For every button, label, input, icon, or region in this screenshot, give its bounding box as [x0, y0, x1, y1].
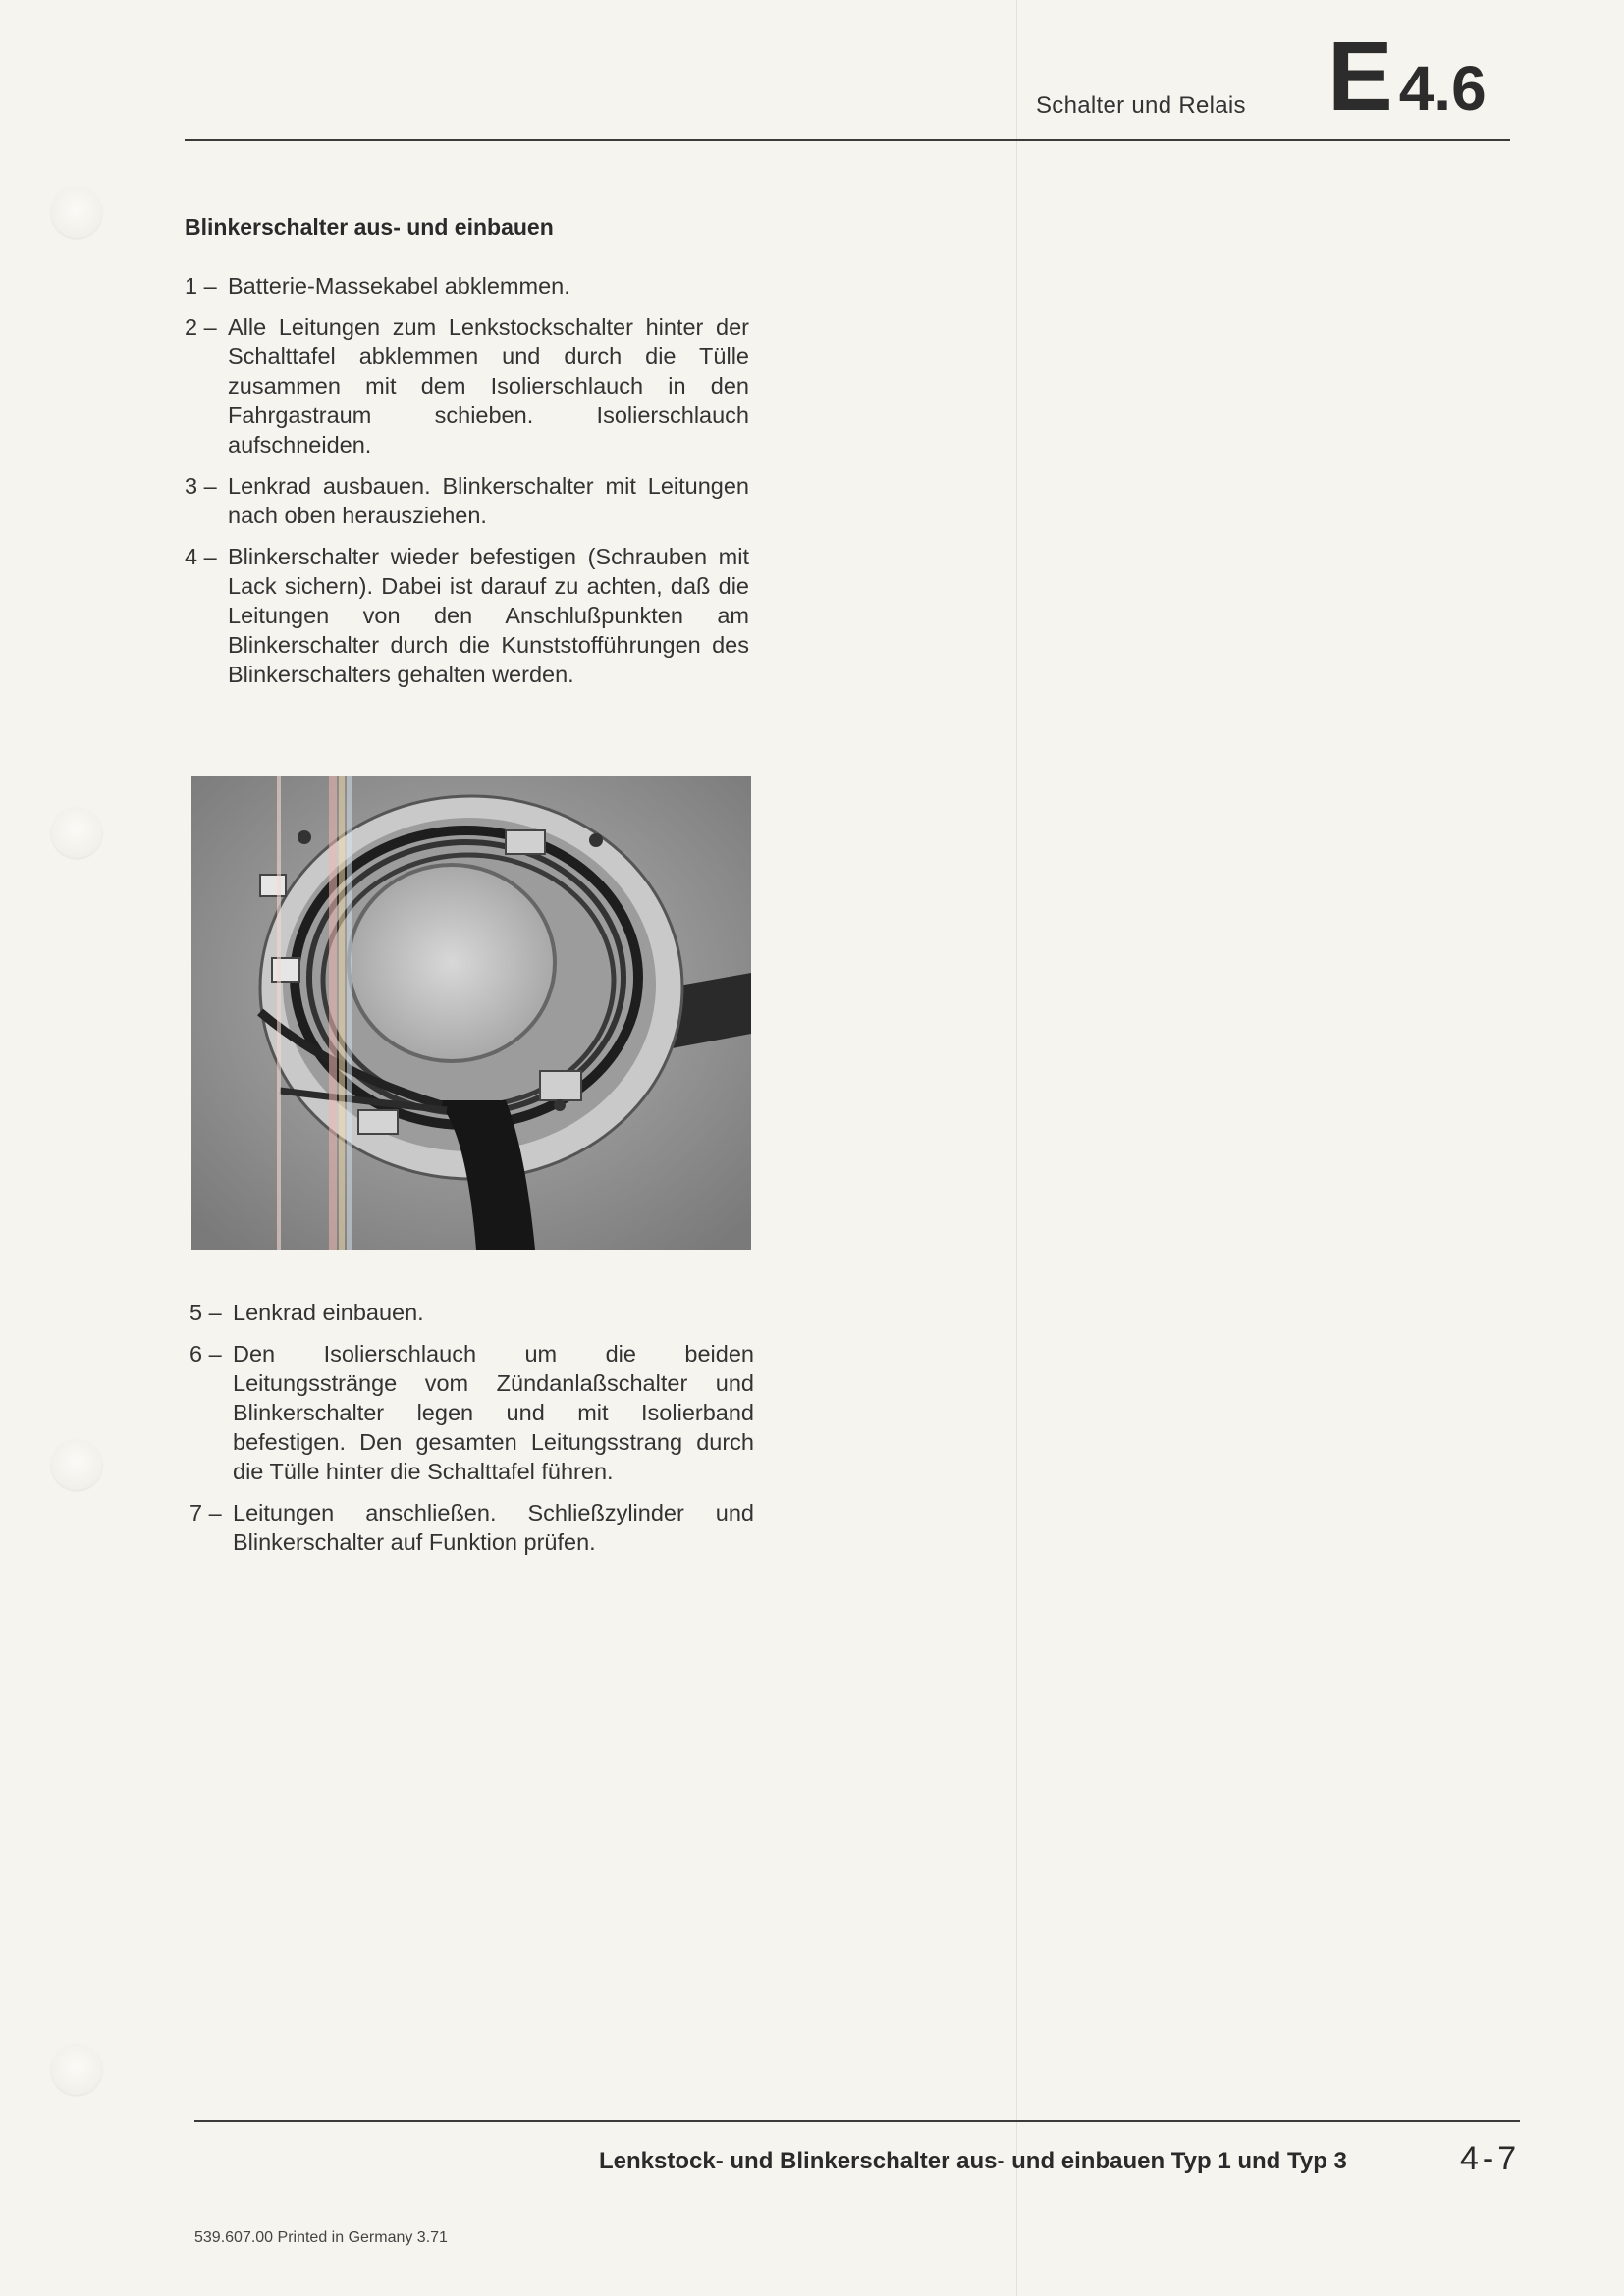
- section-letter: E: [1327, 22, 1393, 132]
- footer-title: Lenkstock- und Blinkerschalter aus- und einbauen Typ 1 und Typ 3: [599, 2148, 1347, 2174]
- step-item: [185, 471, 749, 530]
- section-code: [1327, 22, 1487, 132]
- step-number: 6 –: [189, 1341, 222, 1366]
- step-item: [189, 1298, 754, 1327]
- step-number: 5 –: [189, 1300, 222, 1325]
- step-text: Lenkrad einbauen.: [233, 1300, 424, 1325]
- step-number: 7 –: [189, 1500, 222, 1525]
- binder-punch-hole: [51, 1439, 102, 1490]
- step-list-after-photo: [189, 1298, 754, 1569]
- step-text: Blinkerschalter wieder befestigen (Schrauben mit Lack sichern). Dabei ist darauf zu achten, daß die Leitungen von den Anschlußpunkten am Blinkerschalter durch die Kunststofführungen des Blinkerschalters gehalten werden.: [228, 544, 749, 687]
- binder-punch-hole: [51, 2044, 102, 2095]
- binder-punch-hole: [51, 807, 102, 858]
- step-item: [185, 542, 749, 689]
- section-heading: Blinkerschalter aus- und einbauen: [185, 214, 554, 240]
- step-item: [189, 1339, 754, 1486]
- step-list-before-photo: [185, 271, 749, 701]
- page-fold-line: [1016, 0, 1017, 2296]
- turn-signal-switch-photo: [191, 776, 751, 1250]
- page-header: [0, 0, 1624, 147]
- step-text: Alle Leitungen zum Lenkstockschalter hinter der Schalttafel abklemmen und durch die Tülle zusammen mit dem Isolierschlauch in den Fahrgastraum schieben. Isolierschlauch aufschneiden.: [228, 314, 749, 457]
- print-info: 539.607.00 Printed in Germany 3.71: [194, 2229, 448, 2246]
- step-text: Leitungen anschließen. Schließzylinder und Blinkerschalter auf Funktion prüfen.: [233, 1500, 754, 1555]
- step-number: 4 –: [185, 544, 217, 569]
- step-text: Batterie-Massekabel abklemmen.: [228, 273, 570, 298]
- binder-punch-hole: [51, 187, 102, 238]
- step-text: Den Isolierschlauch um die beiden Leitungsstränge vom Zündanlaßschalter und Blinkerschalter legen und mit Isolierband befestigen. Den gesamten Leitungsstrang durch die Tülle hinter die Schalttafel führen.: [233, 1341, 754, 1484]
- header-title: Schalter und Relais: [1036, 92, 1246, 119]
- section-number: 4.6: [1398, 53, 1487, 124]
- step-item: [185, 312, 749, 459]
- step-number: 1 –: [185, 273, 217, 298]
- step-item: [185, 271, 749, 300]
- step-text: Lenkrad ausbauen. Blinkerschalter mit Leitungen nach oben herausziehen.: [228, 473, 749, 528]
- footer-divider: [194, 2120, 1520, 2122]
- step-item: [189, 1498, 754, 1557]
- header-divider: [185, 139, 1510, 141]
- page-number: 4-7: [1460, 2140, 1521, 2177]
- step-number: 3 –: [185, 473, 217, 499]
- step-number: 2 –: [185, 314, 217, 340]
